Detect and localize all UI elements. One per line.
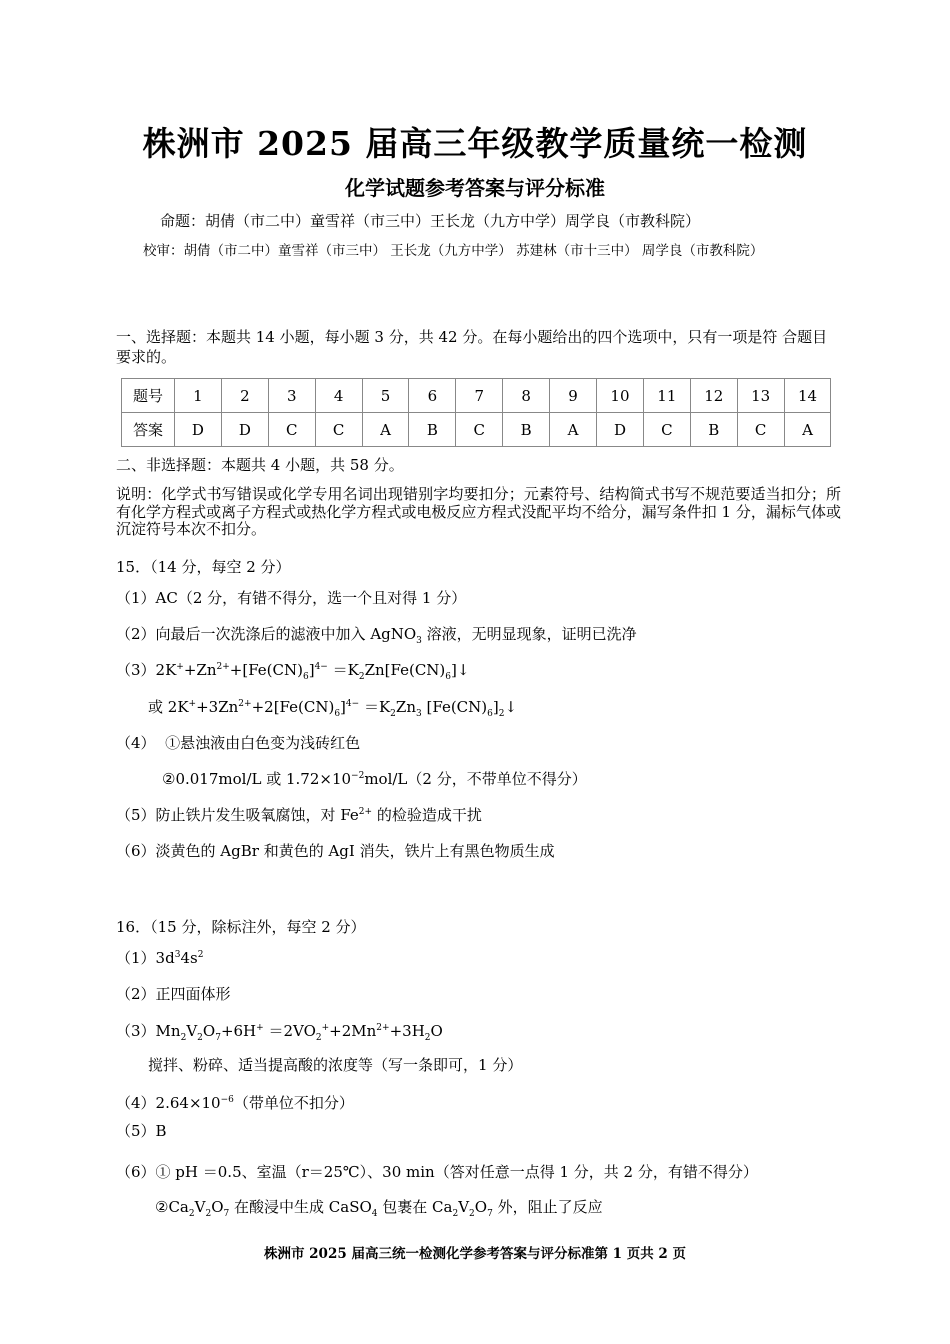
section1-intro: 一、选择题：本题共 14 小题，每小题 3 分，共 42 分。在每小题给出的四个选项中，只有一项是符 合题目要求的。 [116, 328, 828, 366]
table-cell: 7 [456, 379, 503, 413]
q15-answer-5: （5）防止铁片发生吸氧腐蚀，对 $Fe^{2+}$ 的检验造成干扰 [116, 806, 482, 824]
q15-answer-4-2: ②0.017mol/L 或 $1.72\times 10^{-2}mol/L(2$ 分，不带单位不得分） [162, 770, 587, 788]
table-row [122, 379, 831, 413]
q15-heading: 15．（14 分，每空 2 分） [116, 558, 291, 576]
table-cell: C [456, 413, 503, 447]
table-cell: A [362, 413, 409, 447]
table-cell: 12 [690, 379, 737, 413]
table-cell: 4 [315, 379, 362, 413]
answer-table [121, 378, 831, 447]
q15-answer-3-alt: 或 $2K^++3Zn^{2+}+2[Fe(CN)_6]^{4-} =K_2Zn_3$ $[Fe(CN)_6]_2↓$ [148, 698, 518, 719]
page-title: 株洲市 2025 届高三年级教学质量统一检测 [142, 124, 808, 163]
table-cell: C [268, 413, 315, 447]
q15-answer-6: （6）淡黄色的 AgBr 和黄色的 AgI 消失，铁片上有黑色物质生成 [116, 842, 555, 860]
table-cell: 13 [737, 379, 784, 413]
q15-answer-4-1: （4） ①悬浊液由白色变为浅砖红色 [116, 734, 361, 752]
table-cell: B [690, 413, 737, 447]
table-cell: 8 [503, 379, 550, 413]
table-cell: 10 [597, 379, 644, 413]
table-cell: 11 [643, 379, 690, 413]
q16-answer-1: $(1)3d^34s^2$ [116, 949, 204, 967]
table-cell: 14 [784, 379, 831, 413]
table-cell: D [221, 413, 268, 447]
table-cell: A [550, 413, 597, 447]
table-cell: 5 [362, 379, 409, 413]
section2-intro: 二、非选择题：本题共 4 小题，共 58 分。 [116, 456, 404, 474]
reviewers-line: 校审：胡倩（市二中）童雪祥（市三中） 王长龙（九方中学） 苏建林（市十三中） 周学良（市教科院） [143, 243, 764, 259]
page-subtitle: 化学试题参考答案与评分标准 [345, 176, 605, 200]
q16-answer-6-2: $②Ca_2V_2O_7$ 在酸浸中生成 CaSO$_4$ 包裹在 $Ca_2V_2O_7$ 外，阻止了反应 [155, 1198, 603, 1219]
table-cell: C [643, 413, 690, 447]
table-cell: 9 [550, 379, 597, 413]
q16-answer-4: $(4)2.64\times 10^{-6}$（带单位不扣分） [116, 1094, 354, 1112]
table-cell: D [597, 413, 644, 447]
q15-answer-3: $(3)2K^++Zn^{2+}+[Fe(CN)_6]^{4-}$ $=K_2Zn[Fe(CN)_6]↓$ [116, 661, 470, 682]
table-cell: B [409, 413, 456, 447]
q16-answer-6-1: （6）① pH ＝0.5、室温（r＝25℃）、30 min（答对任意一点得 1 分，共 2 分，有错不得分） [116, 1163, 758, 1181]
q15-answer-2: （2）向最后一次洗涤后的滤液中加入 AgNO$_3$ 溶液，无明显现象，证明已洗净 [116, 625, 637, 646]
table-cell: 2 [221, 379, 268, 413]
table-cell: 6 [409, 379, 456, 413]
table-row [122, 413, 831, 447]
q16-answer-3: $(3)Mn_2V_2O_7+6H^+ =2VO_2^++2Mn^{2+}+3H_2O$ [116, 1022, 443, 1043]
row-label-answer: 答案 [122, 413, 175, 447]
table-cell: C [315, 413, 362, 447]
page-footer: 株洲市 2025 届高三统一检测化学参考答案与评分标准第 1 页共 2 页 [263, 1246, 687, 1262]
q16-answer-2: （2）正四面体形 [116, 985, 231, 1003]
table-cell: 1 [175, 379, 222, 413]
q16-heading: 16．（15 分，除标注外，每空 2 分） [116, 918, 366, 936]
table-cell: D [175, 413, 222, 447]
section2-note: 说明：化学式书写错误或化学专用名词出现错别字均要扣分；元素符号、结构简式书写不规范要适当扣分；所有化学方程式或离子方程式或热化学方程式或电极反应方程式没配平均不给分，漏写条件扣 1 分，漏标气体或沉淀符号本次不扣分。 [116, 485, 841, 538]
q15-answer-1: （1）AC（2 分，有错不得分，选一个且对得 1 分） [116, 589, 467, 607]
table-cell: C [737, 413, 784, 447]
q16-answer-5: （5）B [116, 1122, 167, 1140]
authors-line: 命题：胡倩（市二中）童雪祥（市三中）王长龙（九方中学）周学良（市教科院） [160, 212, 701, 230]
table-cell: 3 [268, 379, 315, 413]
q16-answer-3-note: 搅拌、粉碎、适当提高酸的浓度等（写一条即可，1 分） [148, 1056, 523, 1074]
table-cell: A [784, 413, 831, 447]
table-cell: B [503, 413, 550, 447]
row-label-number: 题号 [122, 379, 175, 413]
